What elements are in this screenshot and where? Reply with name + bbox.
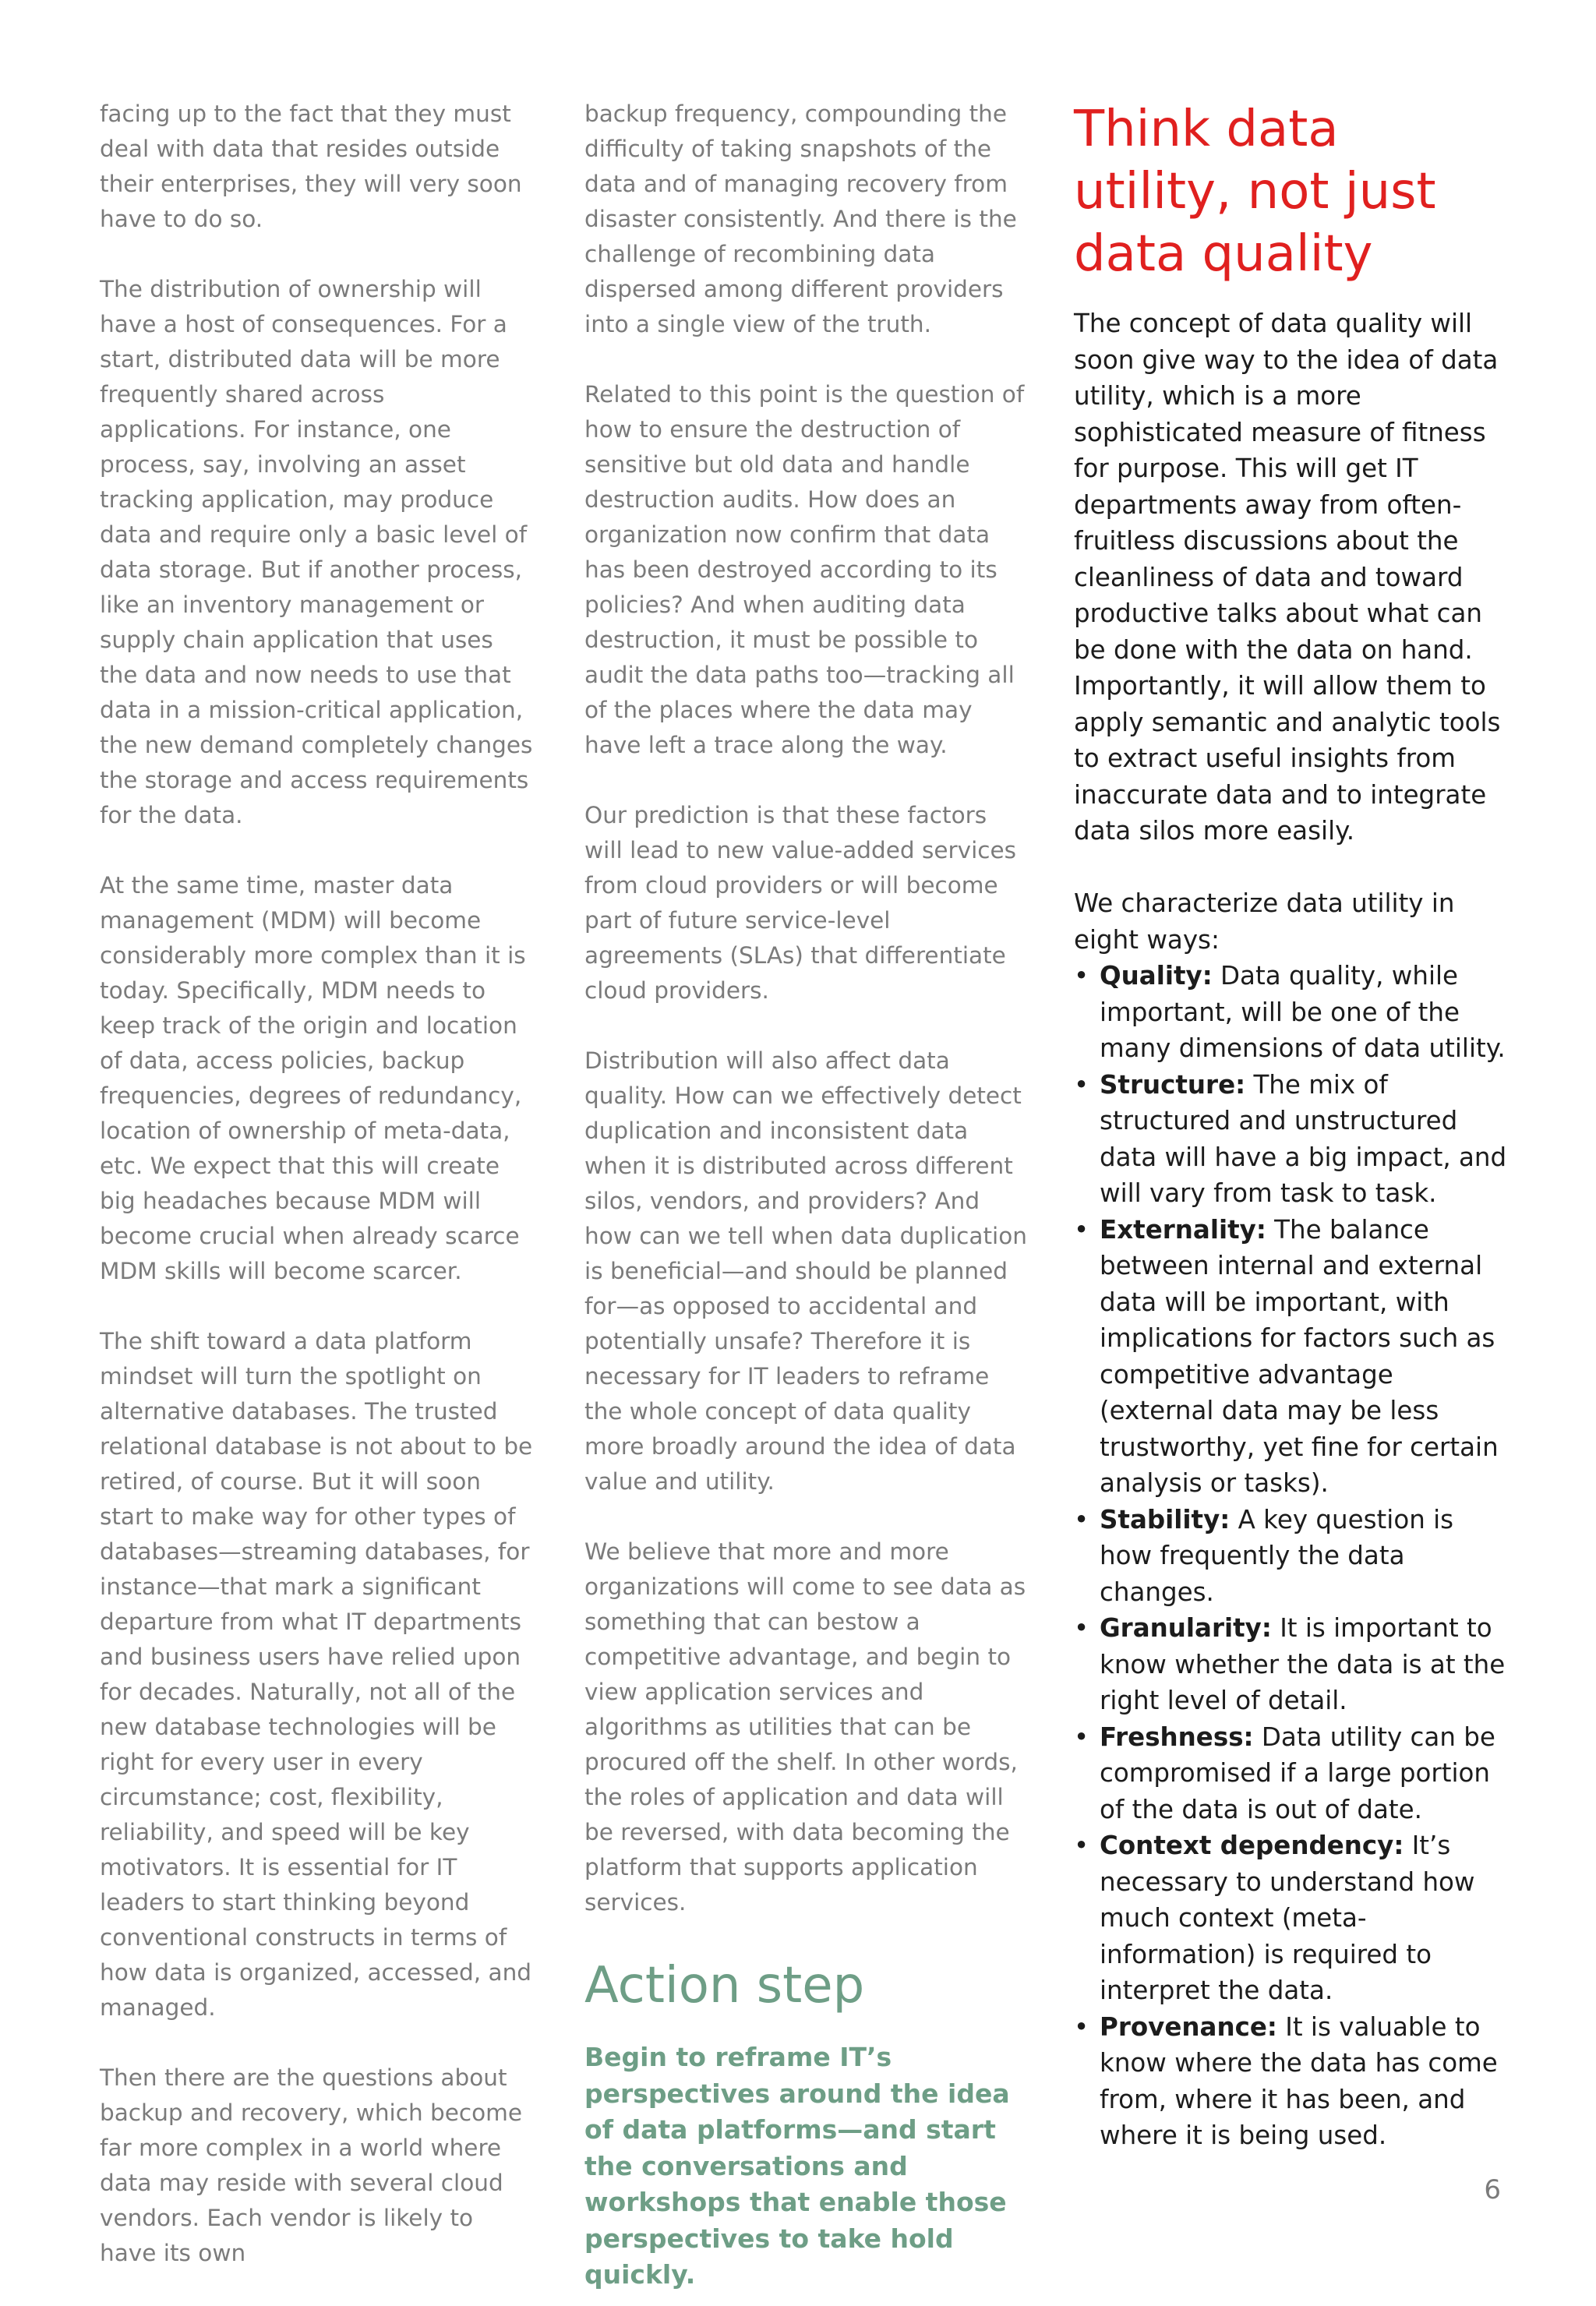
intro-paragraph: The concept of data quality will soon give way to the idea of data utility, which is a more sophisticated measure of fitness for purpose. This will get IT departments away from often-fruitless discussions about the cleanliness of data and toward productive talks about what can be done with the data on hand. Importantly, it will allow them to apply semantic and analytic tools to extract useful insights from inaccurate data and to integrate data silos more easily.: [1074, 309, 1501, 846]
bullet-term: Quality:: [1100, 961, 1213, 991]
bullet-text: It’s necessary to understand how much context (meta-information) is required to interpret the data.: [1100, 1831, 1475, 2005]
body-paragraph: At the same time, master data management (MDM) will become considerably more complex than it is today. Specifically, MDM needs to keep track of the origin and location of data, access policies, backup frequencies, degrees of redundancy, location of ownership of meta-data, etc. We expect that this will create big headaches because MDM will become crucial when already scarce MDM skills will become scarcer.: [100, 872, 526, 1284]
lead-paragraph: We characterize data utility in eight ways:: [1074, 888, 1455, 955]
bullet-term: Stability:: [1100, 1504, 1231, 1534]
data-utility-list: [1074, 958, 1510, 2154]
bullet-text: It is important to know whether the data is at the right level of detail.: [1100, 1613, 1506, 1715]
body-paragraph: Distribution will also affect data quality. How can we effectively detect duplication and inconsistent data when it is distributed across different silos, vendors, and providers? And how can we tell when data duplication is beneficial—and should be planned for—as opposed to accidental and potentially unsafe? Therefore it is necessary for IT leaders to reframe the whole concept of data quality more broadly around the idea of data value and utility.: [584, 1047, 1027, 1495]
list-item: [1074, 958, 1510, 1067]
action-step-heading: Action step: [584, 1957, 865, 2015]
list-item: [1074, 1827, 1510, 2009]
body-paragraph: Our prediction is that these factors will lead to new value-added services from cloud providers or will become part of future service-level agreements (SLAs) that differentiate cloud providers.: [584, 802, 1017, 1004]
body-paragraph: The shift toward a data platform mindset will turn the spotlight on alternative databases. The trusted relational database is not about to be retired, of course. But it will soon start to make way for other types of databases—streaming databases, for instance—that mark a significant departure from what IT departments and business users have relied upon for decades. Naturally, not all of the new database technologies will be right for every user in every circumstance; cost, flexibility, reliability, and speed will be key motivators. It is essential for IT leaders to start thinking beyond conventional constructs in terms of how data is organized, accessed, and managed.: [100, 1328, 533, 2021]
middle-column: [584, 97, 1029, 2294]
left-column: [100, 97, 536, 2306]
body-paragraph: backup frequency, compounding the difficulty of taking snapshots of the data and of managing recovery from disaster consistently. And there is the challenge of recombining data dispersed among different providers into a single view of the truth.: [584, 101, 1017, 337]
bullet-text: The balance between internal and external data will be important, with implications for factors such as competitive advantage (external data may be less trustworthy, yet fine for certain analysis or tasks).: [1100, 1214, 1499, 1498]
list-item: [1074, 1067, 1510, 1212]
bullet-term: Externality:: [1100, 1214, 1266, 1245]
action-step-text: Begin to reframe IT’s perspectives around the idea of data platforms—and start the conversations and workshops that enable those perspectives to take hold quickly.: [584, 2042, 1010, 2290]
list-item: [1074, 1502, 1510, 1611]
list-item: [1074, 1212, 1510, 1502]
body-paragraph: Related to this point is the question of how to ensure the destruction of sensitive but old data and handle destruction audits. How does an organization now confirm that data has been destroyed according to its policies? And when auditing data destruction, it must be possible to audit the data paths too—tracking all of the places where the data may have left a trace along the way.: [584, 381, 1025, 758]
body-paragraph: The distribution of ownership will have a host of consequences. For a start, distributed data will be more frequently shared across applications. For instance, one process, say, involving an asset tracking application, may produce data and require only a basic level of data storage. But if another process, like an inventory management or supply chain application that uses the data and now needs to use that data in a mission-critical application, the new demand completely changes the storage and access requirements for the data.: [100, 276, 533, 828]
bullet-term: Granularity:: [1100, 1613, 1272, 1643]
page-number: 6: [1484, 2174, 1501, 2205]
list-item: [1074, 1719, 1510, 1828]
body-paragraph: Then there are the questions about backup and recovery, which become far more complex in a world where data may reside with several cloud vendors. Each vendor is likely to have its own: [100, 2064, 523, 2266]
bullet-term: Provenance:: [1100, 2011, 1277, 2042]
bullet-term: Structure:: [1100, 1069, 1246, 1100]
bullet-text: It is valuable to know where the data has come from, where it has been, and where it is being used.: [1100, 2011, 1498, 2150]
list-item: [1074, 1610, 1510, 1719]
bullet-text: A key question is how frequently the data changes.: [1100, 1504, 1454, 1607]
body-paragraph: We believe that more and more organizations will come to see data as something that can bestow a competitive advantage, and begin to view application services and algorithms as utilities that can be procured off the shelf. In other words, the roles of application and data will be reversed, with data becoming the platform that supports application services.: [584, 1538, 1026, 1916]
body-paragraph: facing up to the fact that they must deal with data that resides outside their enterprises, they will very soon have to do so.: [100, 101, 522, 232]
bullet-text: Data quality, while important, will be one of the many dimensions of data utility.: [1100, 961, 1506, 1063]
bullet-term: Freshness:: [1100, 1722, 1254, 1752]
right-column: [1074, 97, 1510, 2154]
list-item: [1074, 2009, 1510, 2154]
bullet-text: The mix of structured and unstructured data will have a big impact, and will vary from task to task.: [1100, 1069, 1507, 1208]
section-heading: Think data utility, not just data quality: [1074, 101, 1436, 283]
bullet-text: Data utility can be compromised if a large portion of the data is out of date.: [1100, 1722, 1495, 1824]
bullet-term: Context dependency:: [1100, 1831, 1404, 1860]
